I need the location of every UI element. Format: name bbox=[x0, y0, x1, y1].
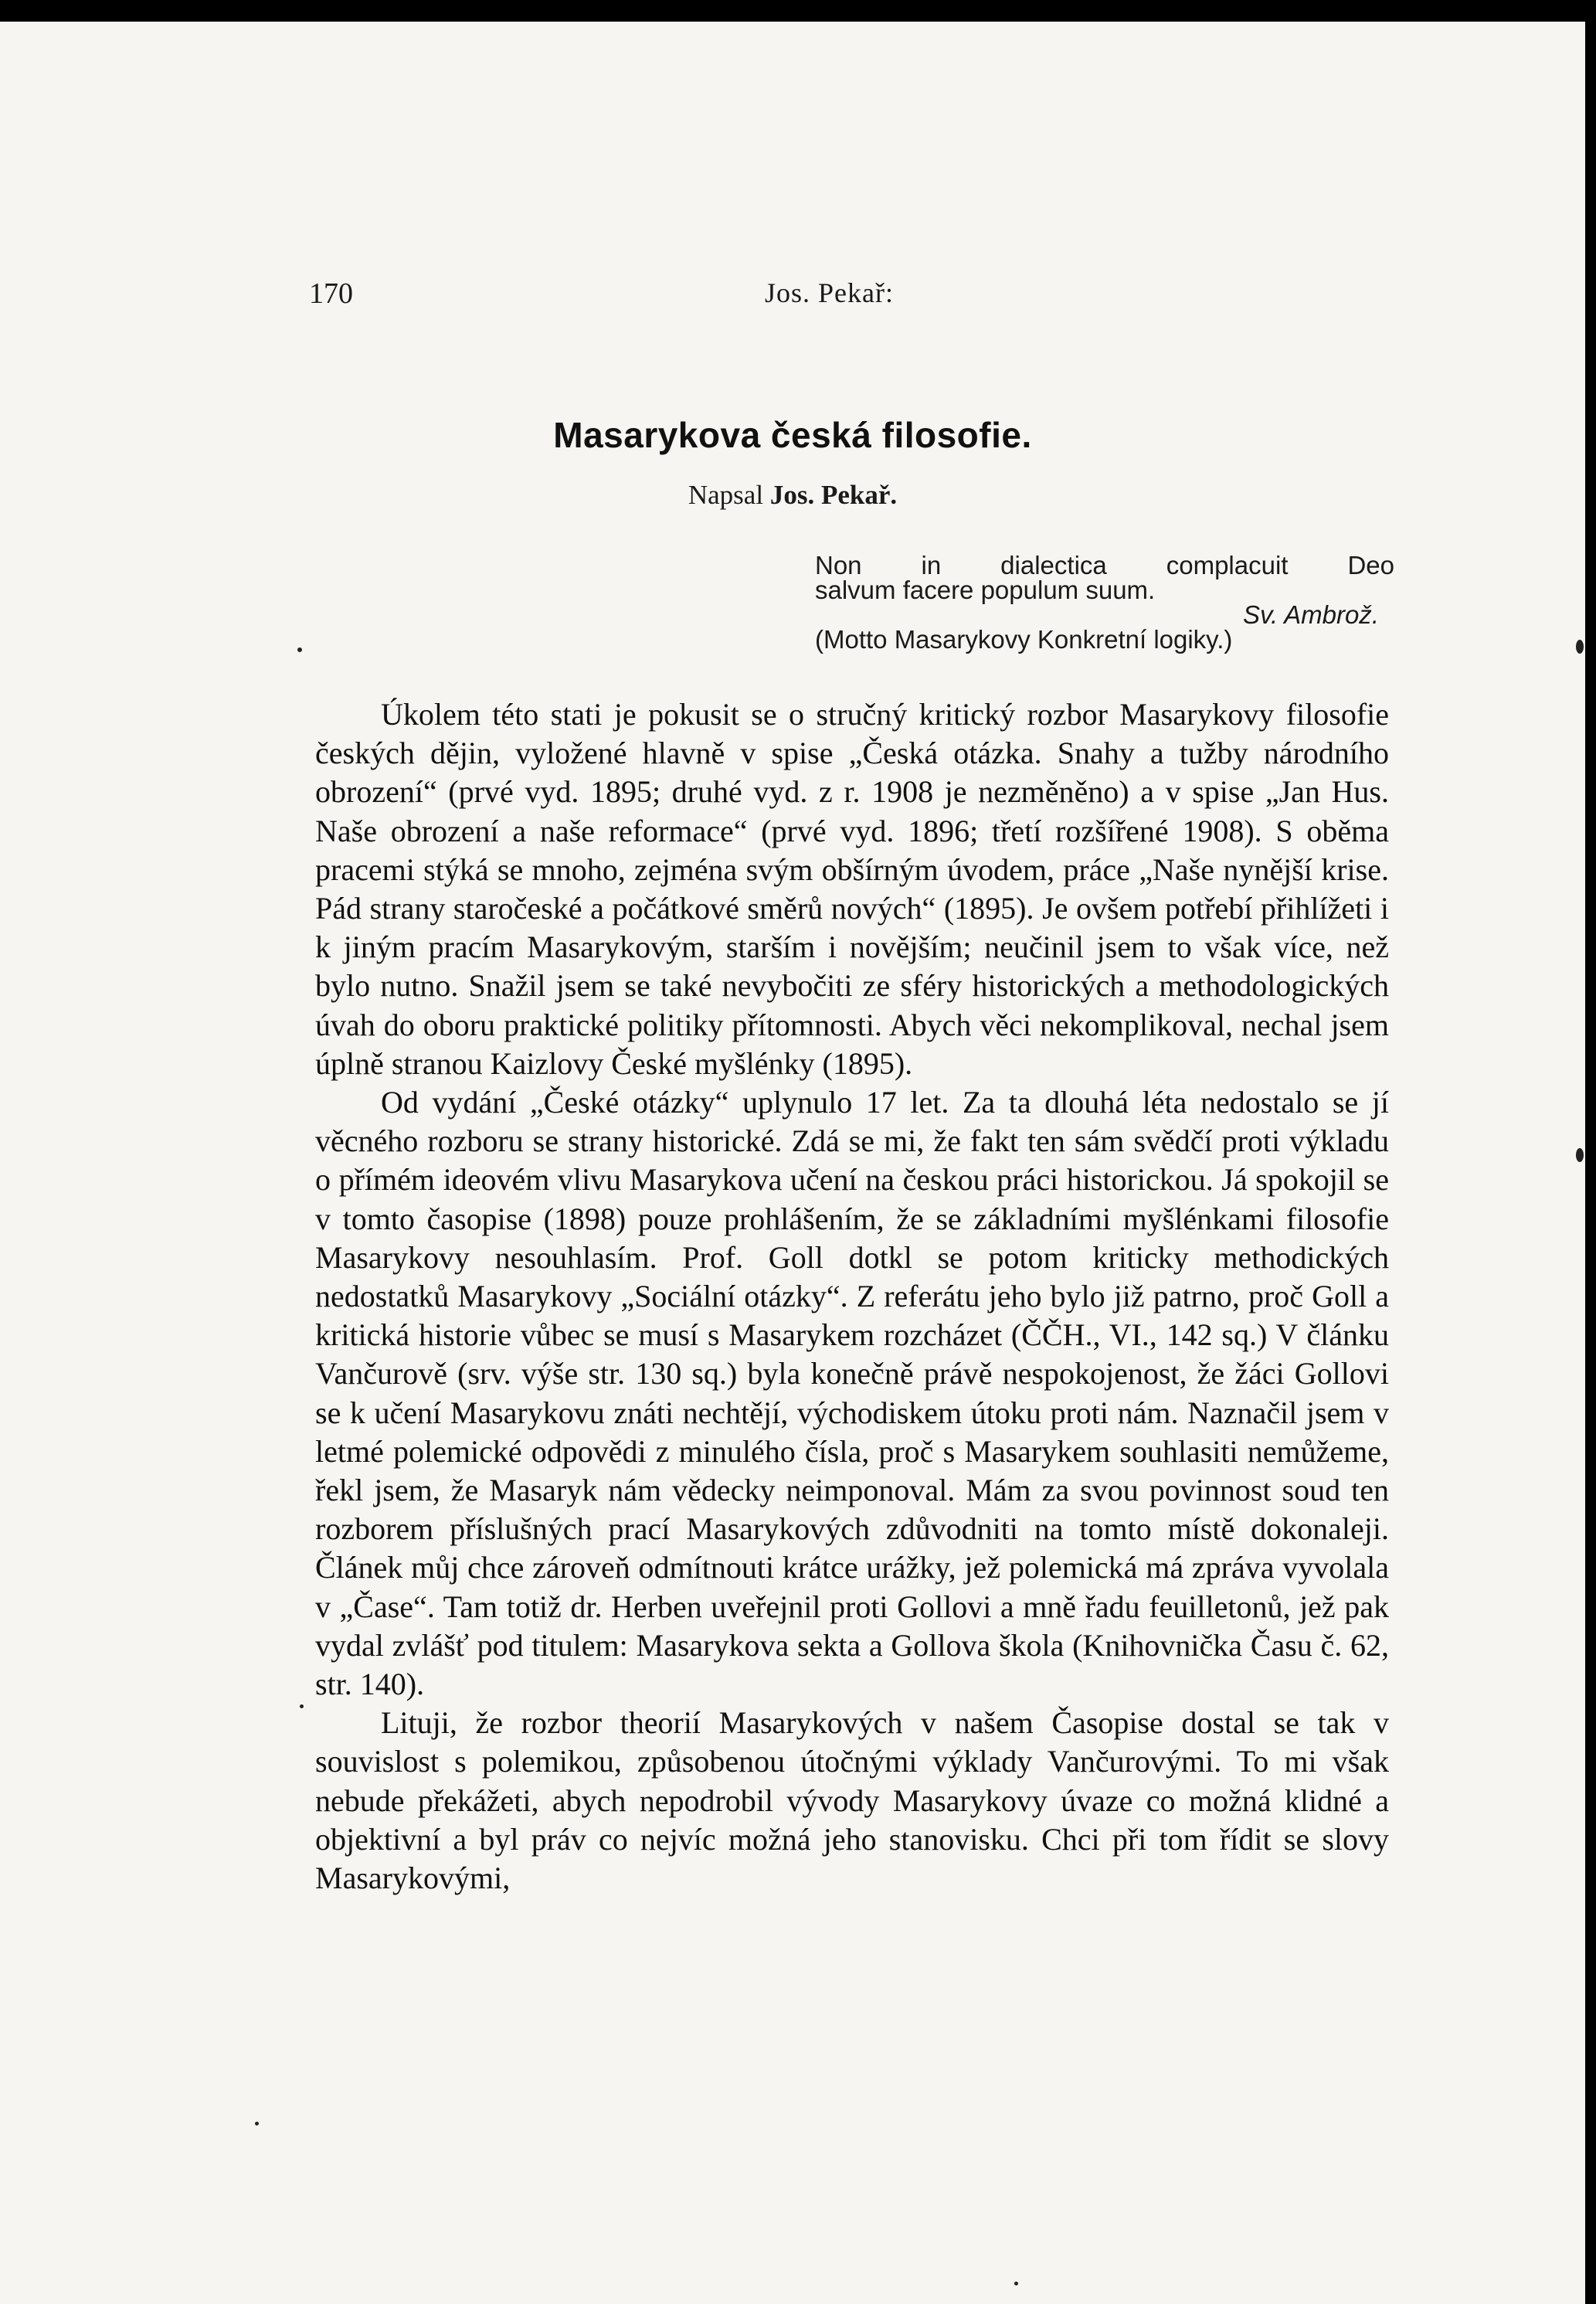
page-number: 170 bbox=[309, 277, 353, 310]
scan-speck bbox=[255, 2122, 259, 2126]
scan-speck bbox=[1014, 2282, 1018, 2285]
epigraph-attribution: Sv. Ambrož. bbox=[1242, 600, 1379, 629]
byline-prefix: Napsal bbox=[688, 480, 764, 510]
epigraph bbox=[815, 553, 1394, 652]
epigraph-source: (Motto Masarykovy Konkretní logiky.) bbox=[815, 625, 1233, 654]
paragraph-2: Od vydání „České otázky“ uplynulo 17 let. Za ta dlouhá léta nedostalo se jí věcného rozboru se strany historické. Zdá se mi, že fakt ten sám svědčí proti výkladu o přímém ideovém vlivu Masarykova učení na českou práci historickou. Já spokojil se v tomto časopise (1898) pouze prohlášením, že se základními myšlénkami filosofie Masarykovy nesouhlasím. Prof. Goll dotkl se potom kriticky methodických nedostatků Masarykovy „Sociální otázky“. Z referátu jeho bylo již patrno, proč Goll a kritická historie vůbec se musí s Masarykem rozcházet (ČČH., VI., 142 sq.) V článku Vančurově (srv. výše str. 130 sq.) byla konečně právě nespokojenost, že žáci Gollovi se k učení Masarykovu znáti nechtějí, východiskem útoku proti nám. Naznačil jsem v letmé polemické odpovědi z minulého čísla, proč s Masarykem souhlasiti nemůžeme, řekl jsem, že Masaryk nám vědecky neimponoval. Mám za svou povinnost soud ten rozborem příslušných prací Masarykových zdůvodniti na tomto místě dokonaleji. Článek můj chce zároveň odmítnouti krátce urážky, jež polemická má zpráva vyvolala v „Čase“. Tam totiž dr. Herben uveřejnil proti Gollovi a mně řadu feuilletonů, jež pak vydal zvlášť pod titulem: Masarykova sekta a Gollova škola (Knihovnička Času č. 62, str. 140). bbox=[315, 1085, 1389, 1702]
running-header bbox=[0, 277, 1585, 315]
scan-speck bbox=[297, 647, 302, 652]
epigraph-line-2: salvum facere populum suum. bbox=[815, 576, 1156, 604]
scan-speck bbox=[300, 1704, 304, 1708]
running-title: Jos. Pekař: bbox=[765, 277, 894, 308]
article-body bbox=[315, 695, 1389, 1898]
byline-author: Jos. Pekař. bbox=[769, 480, 898, 510]
scan-speck bbox=[1576, 1148, 1584, 1162]
paragraph-1: Úkolem této stati je pokusit se o stručný kritický rozbor Masarykovy filosofie českých dějin, vyložené hlavně v spise „Česká otázka. Snahy a tužby národního obrození“ (prvé vyd. 1895; druhé vyd. z r. 1908 je nezměněno) a v spise „Jan Hus. Naše obrození a naše reformace“ (prvé vyd. 1896; třetí rozšířené 1908). S oběma pracemi stýká se mnoho, zejména svým obšírným úvodem, práce „Naše nynější krise. Pád strany staročeské a počátkové směrů nových“ (1895). Je ovšem potřebí přihlížeti i k jiným pracím Masarykovým, starším i novějším; neučinil jsem to však více, než bylo nutno. Snažil jsem se také nevybočiti ze sféry historických a methodologických úvah do oboru praktické politiky přítomnosti. Abych věci nekomplikoval, nechal jsem úplně stranou Kaizlovy České myšlénky (1895). bbox=[315, 697, 1389, 1081]
book-page bbox=[0, 22, 1585, 2304]
article-title: Masarykova česká filosofie. bbox=[553, 415, 1032, 455]
paragraph-3: Lituji, že rozbor theorií Masarykových v našem Časopise dostal se tak v souvislost s polemikou, způsobenou útočnými výklady Vančurovými. To mi však nebude překážeti, abych nepodrobil vývody Masarykovy úvaze co možná klidné a objektivní a byl práv co nejvíc možná jeho stanovisku. Chci při tom řídit se slovy Masarykovými, bbox=[315, 1705, 1389, 1896]
scan-speck bbox=[1576, 640, 1584, 654]
epigraph-line-1: Non in dialectica complacuit Deo bbox=[815, 551, 1394, 579]
byline bbox=[0, 480, 1585, 511]
